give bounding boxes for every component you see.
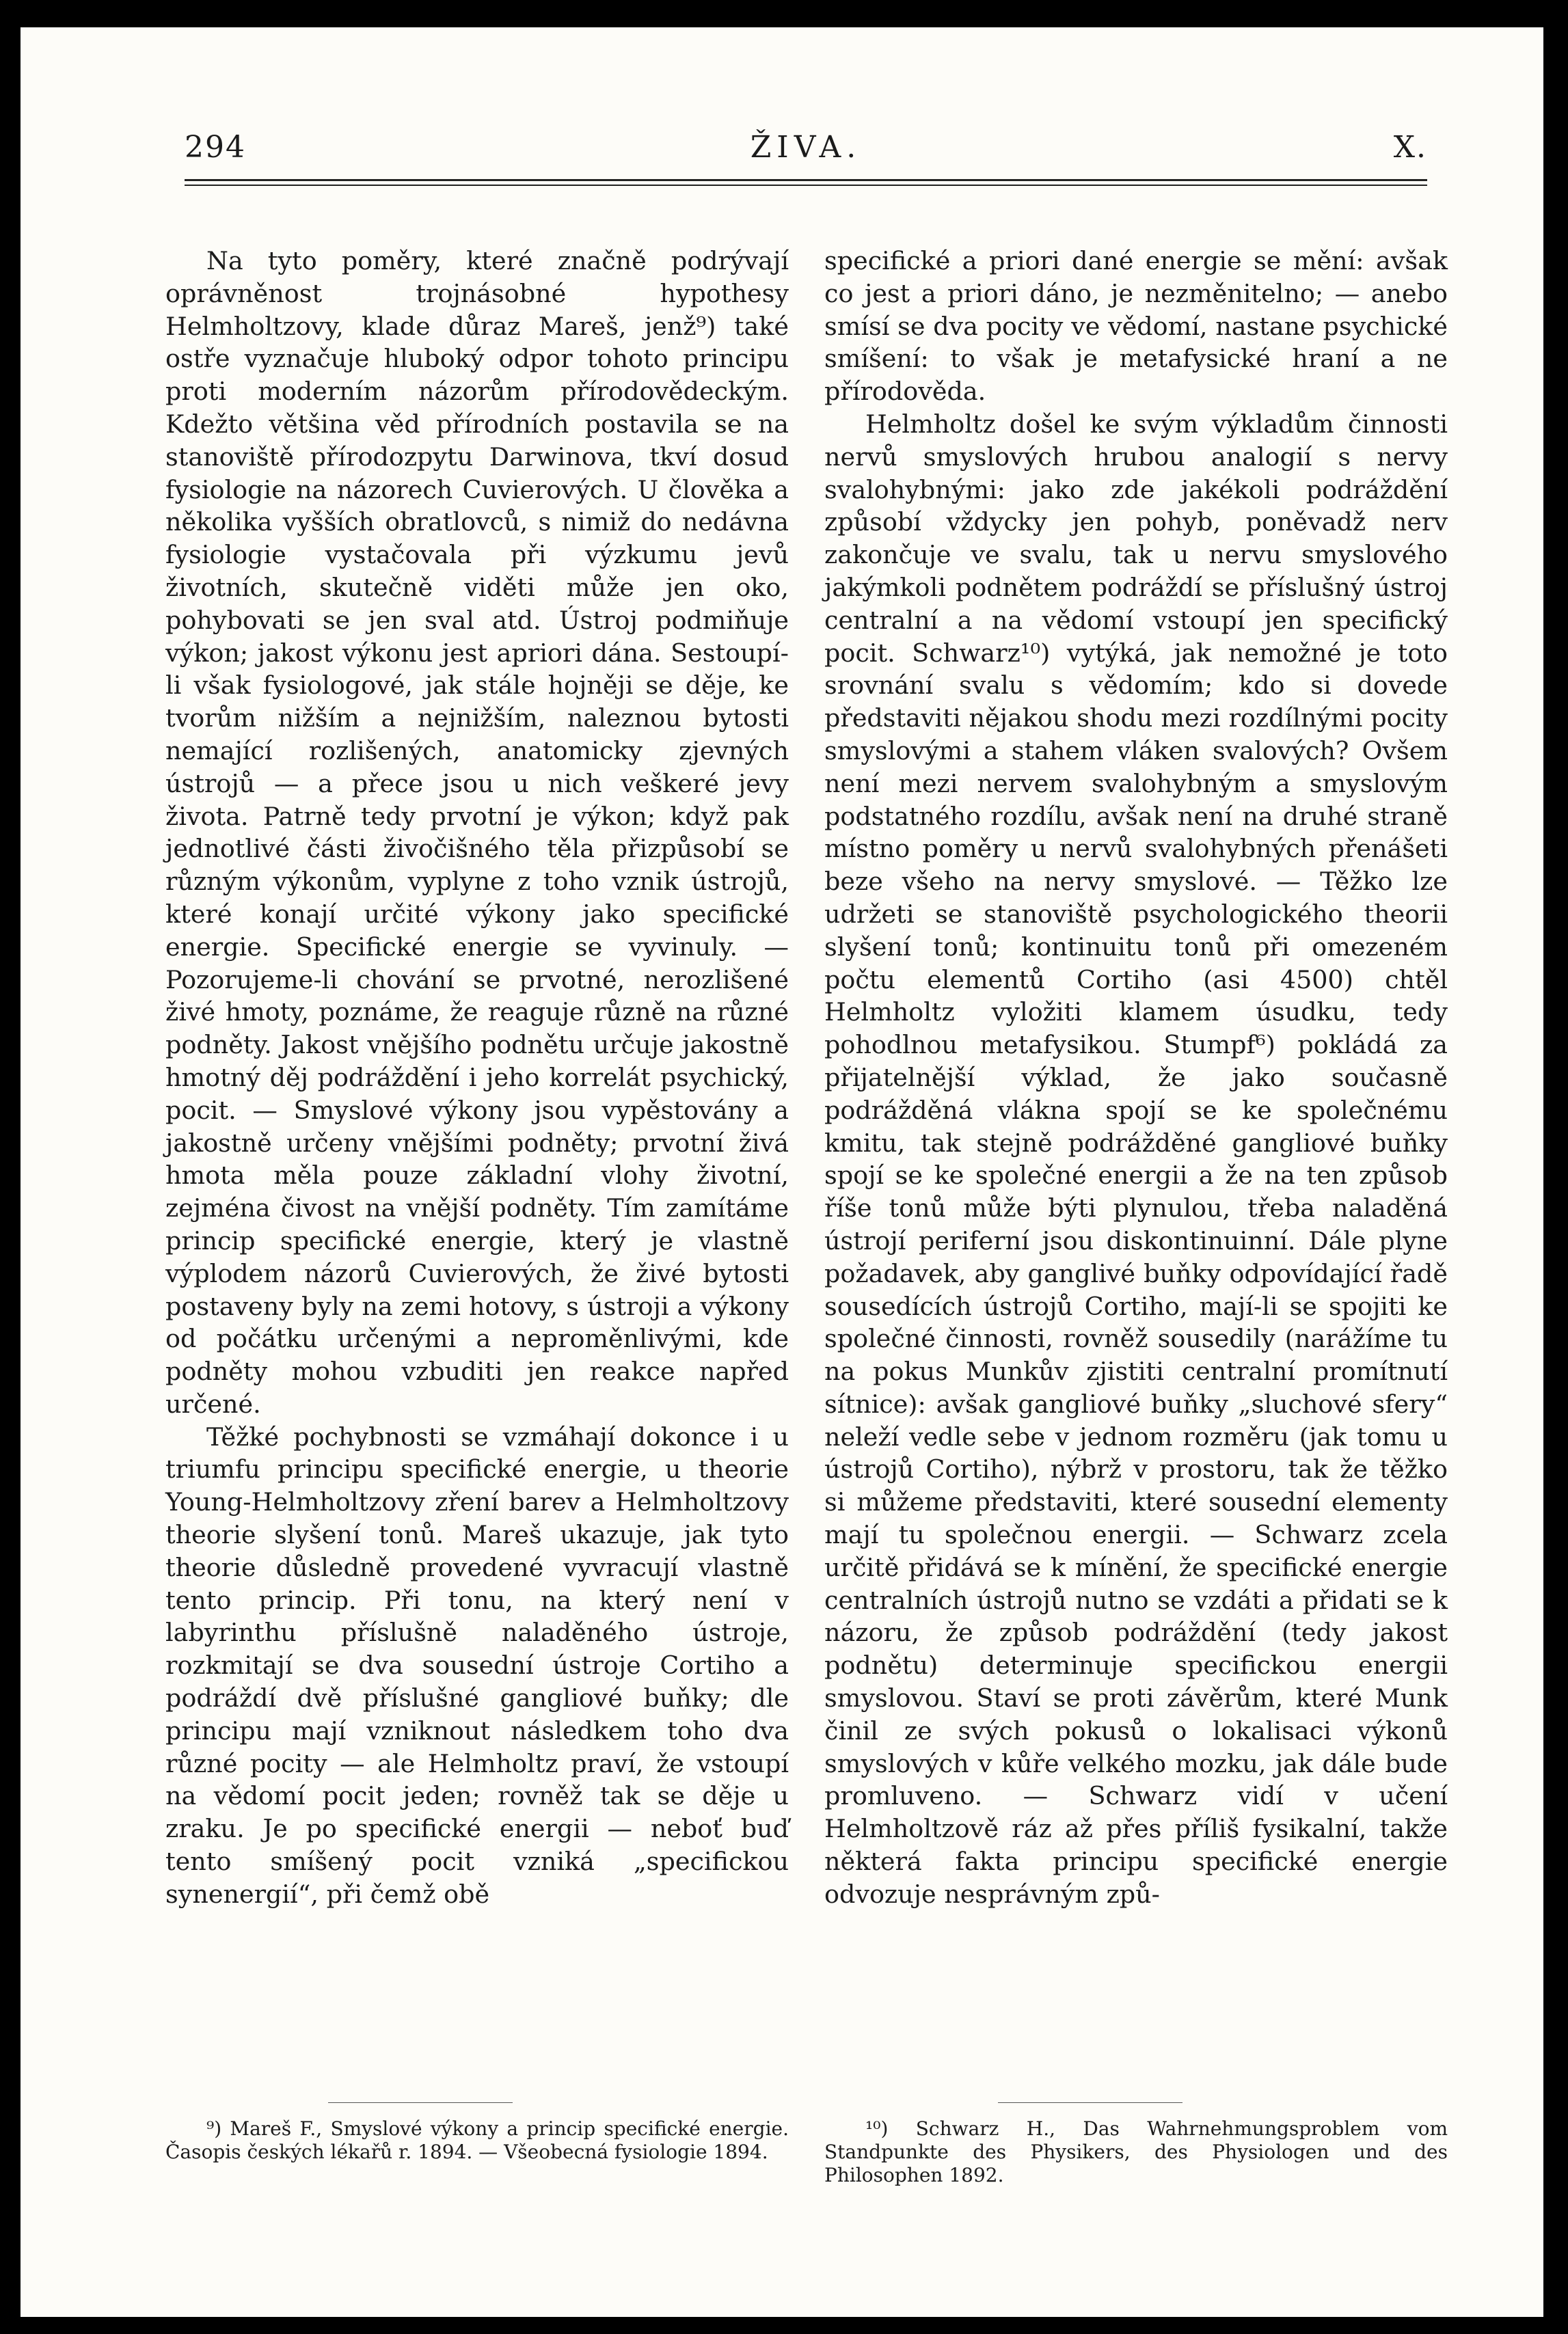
left-column — [165, 245, 789, 1911]
footnote-left — [165, 2117, 789, 2164]
paragraph: specifické a priori dané energie se mění: avšak co jest a priori dáno, je nezměnitelno; — anebo smísí se dva pocity ve vědomí, nastane psychické smíšení: to však je metafysické hraní a ne přírodověda. — [824, 246, 1448, 407]
paragraph: Těžké pochybnosti se vzmáhají dokonce i u triumfu principu specifické energie, u theorie Young-Helmholtzovy zření barev a Helmholtzovy theorie slyšení tonů. Mareš ukazuje, jak tyto theorie důsledně provedené vyvracují vlastně tento princip. Při tonu, na který není v labyrinthu příslušně naladěného ústroje, rozkmitají se dva sousední ústroje Cortiho a podráždí dvě příslušné gangliové buňky; dle principu mají vzniknout následkem toho dva různé pocity — ale Helmholtz praví, že vstoupí na vědomí pocit jeden; rovněž tak se děje u zraku. Je po specifické energii — neboť buď tento smíšený pocit vzniká „specifickou synenergií“, při čemž obě — [165, 1422, 789, 1909]
right-column — [824, 245, 1448, 1911]
page-number: 294 — [185, 130, 246, 165]
footnote-text: ¹⁰) Schwarz H., Das Wahrnehmungsproblem vom Standpunkte des Physikers, des Physiologen und des Philosophen 1892. — [824, 2117, 1448, 2186]
volume-number: X. — [1393, 130, 1427, 165]
document-page — [21, 27, 1543, 2317]
footnote-rule — [998, 2102, 1182, 2103]
journal-title: ŽIVA. — [750, 130, 862, 165]
footnote-rule — [328, 2102, 513, 2103]
paragraph: Helmholtz došel ke svým výkladům činnosti nervů smyslových hrubou analogií s nervy svalohybnými: jako zde jakékoli podráždění způsobí vždycky jen pohyb, poněvadž nerv zakončuje ve svalu, tak u nervu smyslového jakýmkoli podnětem podráždí se příslušný ústroj centralní a na vědomí vstoupí jen specifický pocit. Schwarz¹⁰) vytýká, jak nemožné je toto srovnání svalu s vědomím; kdo si dovede představiti nějakou shodu mezi rozdílnými pocity smyslovými a stahem vláken svalových? Ovšem není mezi nervem svalohybným a smyslovým podstatného rozdílu, avšak není na druhé straně místno poměry u nervů svalohybných přenášeti beze všeho na nervy smyslové. — Těžko lze udržeti se stanoviště psychologického theorii slyšení tonů; kontinuitu tonů při omezeném počtu elementů Cortiho (asi 4500) chtěl Helmholtz vyložiti klamem úsudku, tedy pohodlnou metafysikou. Stumpf⁶) pokládá za přijatelnější výklad, že jako současně podrážděná vlákna spojí se ke společnému kmitu, tak stejně podrážděné gangliové buňky spojí se ke společné energii a že na ten způsob říše tonů může býti plynulou, třeba naladěná ústrojí periferní jsou diskontinuinní. Dále plyne požadavek, aby ganglivé buňky odpovídající řadě sousedících ústrojů Cortiho, mají-li se spojiti ke společné činnosti, rovněž sousedily (narážíme tu na pokus Munkův zjistiti centralní promítnutí sítnice): avšak gangliové buňky „sluchové sfery“ neleží vedle sebe v jednom rozměru (jak tomu u ústrojů Cortiho), nýbrž v prostoru, tak že těžko si můžeme představiti, které sousední elementy mají tu společnou energii. — Schwarz zcela určitě přidává se k mínění, že specifické energie centralních ústrojů nutno se vzdáti a přidati se k názoru, že způsob podráždění (tedy jakost podnětu) determinuje specifickou energii smyslovou. Staví se proti závěrům, které Munk činil ze svých pokusů o lokalisaci výkonů smyslových v kůře velkého mozku, jak dále bude promluveno. — Schwarz vidí v učení Helmholtzově ráz až přes příliš fysikalní, takže některá fakta principu specifické energie odvozuje nesprávným způ- — [824, 409, 1448, 1909]
header-rule — [185, 185, 1427, 186]
header-rule — [185, 179, 1427, 181]
running-header — [185, 130, 1427, 185]
paragraph: Na tyto poměry, které značně podrývají oprávněnost trojnásobné hypothesy Helmholtzovy, klade důraz Mareš, jenž⁹) také ostře vyznačuje hluboký odpor tohoto principu proti moderním názorům přírodovědeckým. Kdežto většina věd přírodních postavila se na stanoviště přírodozpytu Darwinova, tkví dosud fysiologie na názorech Cuvierových. U člověka a několika vyšších obratlovců, s nimiž do nedávna fysiologie vystačovala při výzkumu jevů životních, skutečně viděti může jen oko, pohybovati se jen sval atd. Ústroj podmiňuje výkon; jakost výkonu jest apriori dána. Sestoupí-li však fysiologové, jak stále hojněji se děje, ke tvorům nižším a nejnižším, naleznou bytosti nemající rozlišených, anatomicky zjevných ústrojů — a přece jsou u nich veškeré jevy života. Patrně tedy prvotní je výkon; když pak jednotlivé části živočišného těla přizpůsobí se různým výkonům, vyplyne z toho vznik ústrojů, které konají určité výkony jako specifické energie. Specifické energie se vyvinuly. — Pozorujeme-li chování se prvotné, nerozlišené živé hmoty, poznáme, že reaguje různě na různé podněty. Jakost vnějšího podnětu určuje jakostně hmotný děj podráždění i jeho korrelát psychický, pocit. — Smyslové výkony jsou vypěstovány a jakostně určeny vnějšími podněty; prvotní živá hmota měla pouze základní vlohy životní, zejména čivost na vnější podněty. Tím zamítáme princip specifické energie, který je vlastně výplodem názorů Cuvierových, že živé bytosti postaveny byly na zemi hotovy, s ústroji a výkony od počátku určenými a neproměnlivými, kde podněty mohou vzbuditi jen reakce napřed určené. — [165, 246, 789, 1419]
footnote-text: ⁹) Mareš F., Smyslové výkony a princip specifické energie. Časopis českých lékařů r. 1894. — Všeobecná fysiologie 1894. — [165, 2117, 789, 2163]
footnote-right — [824, 2117, 1448, 2187]
